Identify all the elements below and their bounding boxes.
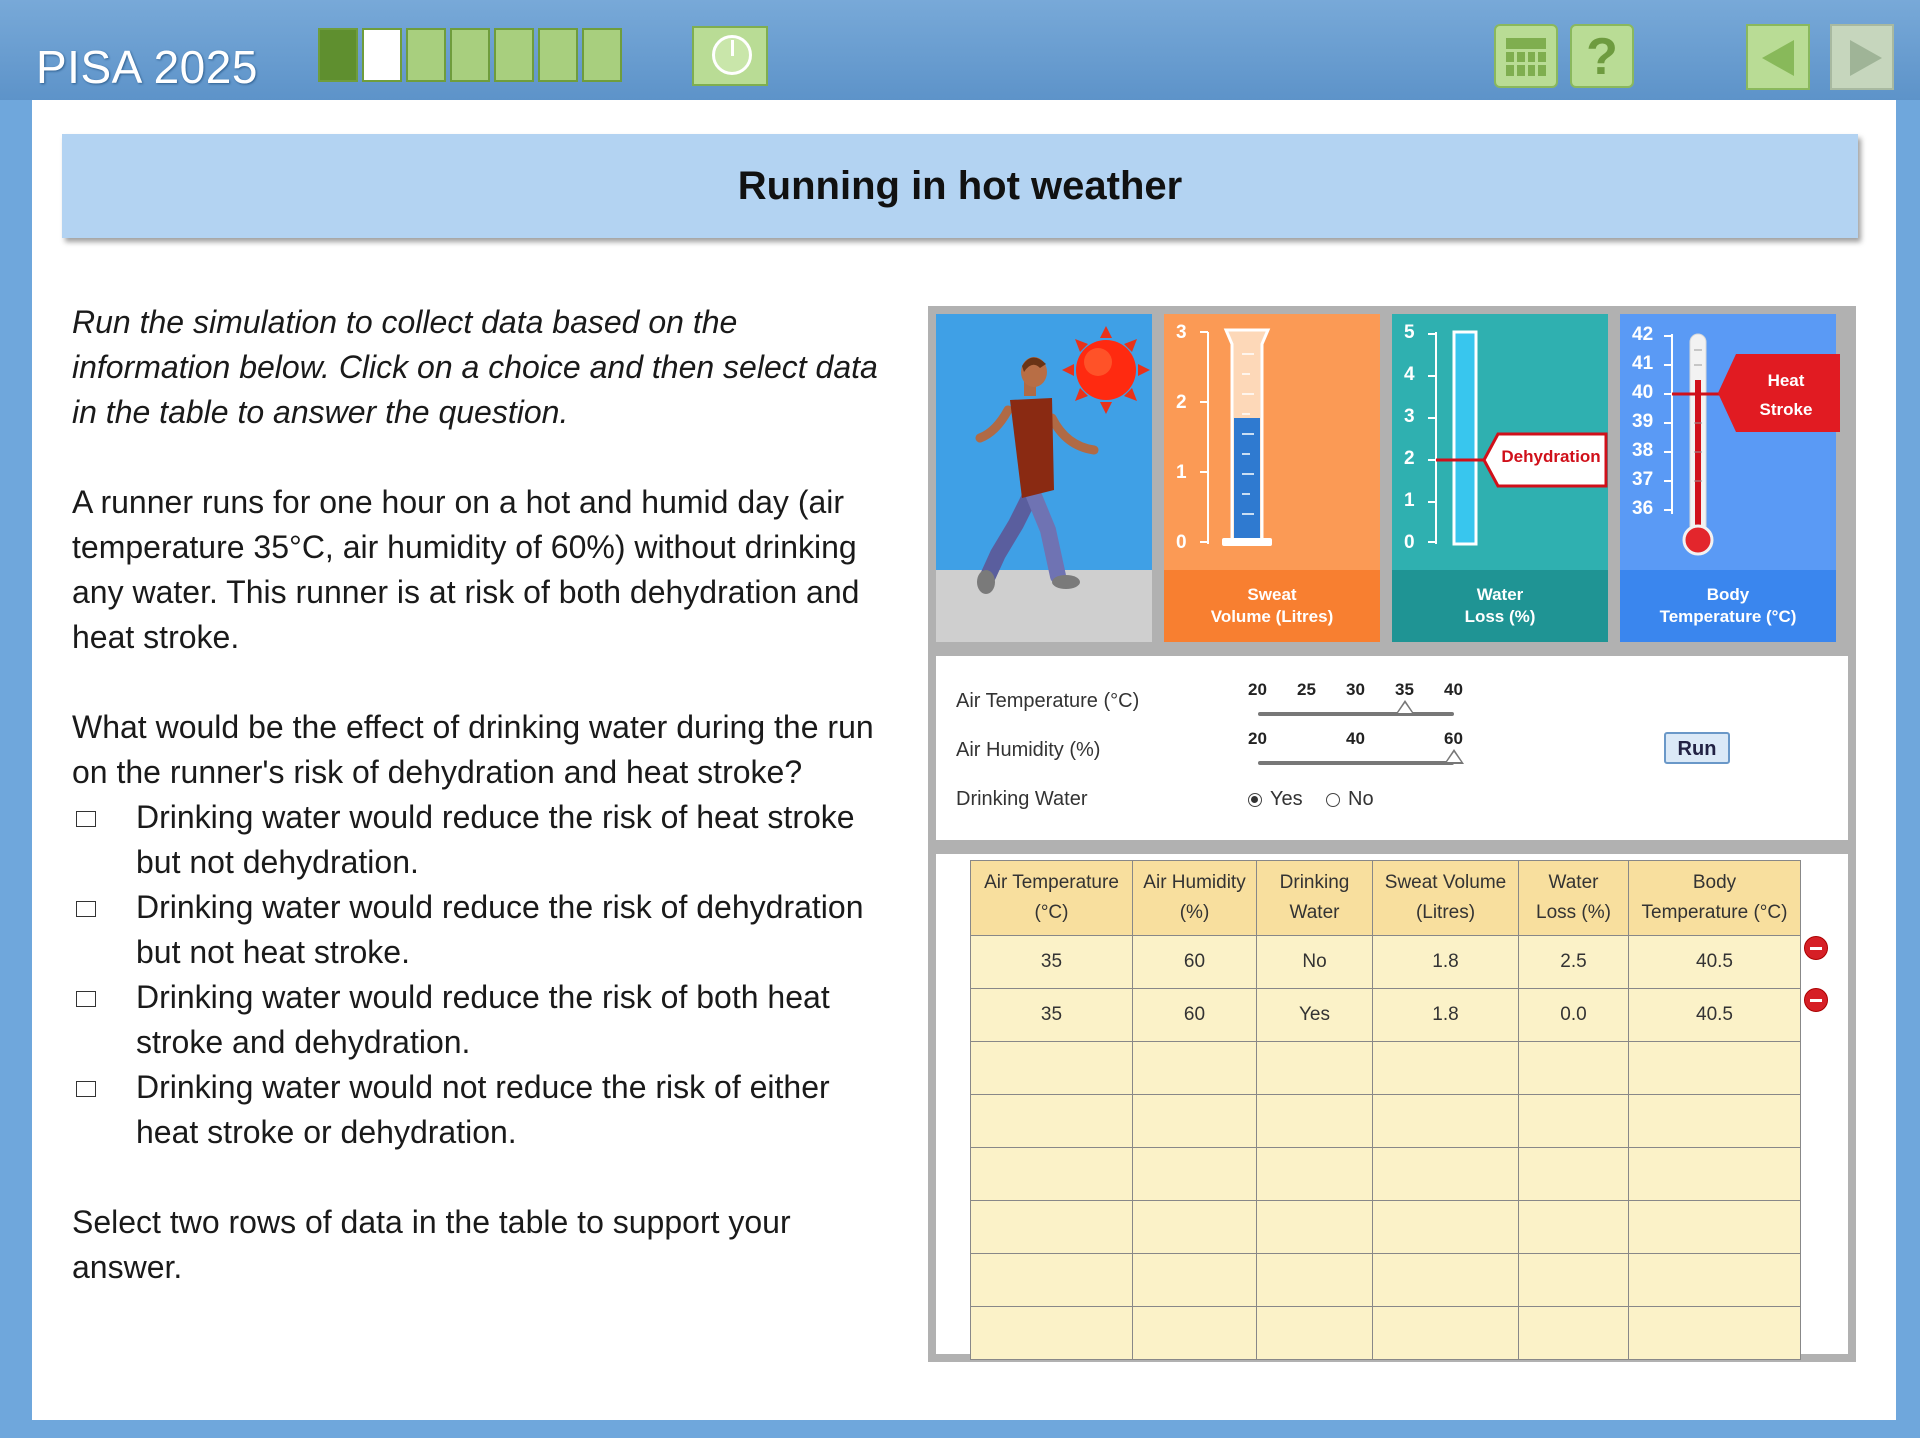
scale-label: 4 [1404, 364, 1415, 385]
air-humidity-label: Air Humidity (%) [956, 739, 1101, 761]
table-cell[interactable] [1519, 1148, 1629, 1201]
progress-segment [450, 28, 490, 82]
drinking-water-yes-radio[interactable]: Yes [1248, 788, 1303, 811]
scale-label: 0 [1404, 532, 1415, 553]
table-cell[interactable] [1519, 1201, 1629, 1254]
scale-label: 42 [1632, 324, 1654, 345]
column-header: Body Temperature (°C) [1629, 861, 1801, 936]
scale-label: 38 [1632, 440, 1654, 461]
title-bar [62, 134, 1858, 238]
table-cell[interactable] [971, 1042, 1133, 1095]
table-cell[interactable] [1257, 1148, 1373, 1201]
runner-figure [977, 357, 1094, 594]
simulation-controls [936, 656, 1848, 840]
data-table [970, 860, 1801, 1360]
instruction-text: Select two rows of data in the table to support your answer. [72, 1204, 791, 1285]
table-cell[interactable] [1257, 1307, 1373, 1360]
delete-row-icon[interactable] [1804, 988, 1828, 1012]
back-button[interactable] [1746, 24, 1810, 90]
timer-button[interactable] [692, 26, 768, 86]
content-panel [32, 100, 1896, 1420]
table-cell[interactable]: 60 [1133, 989, 1257, 1042]
data-table-area [936, 854, 1848, 1354]
scale-label: 2 [1404, 448, 1415, 469]
radio-selected-icon[interactable] [1248, 793, 1262, 807]
table-cell[interactable] [971, 1095, 1133, 1148]
table-cell[interactable] [1133, 1148, 1257, 1201]
delete-row-icon[interactable] [1804, 936, 1828, 960]
slider-tick-label: 40 [1444, 680, 1463, 699]
slider-tick-label: 20 [1248, 680, 1267, 699]
progress-segment [582, 28, 622, 82]
table-cell[interactable]: 1.8 [1373, 989, 1519, 1042]
clock-icon [712, 35, 752, 75]
air-temperature-slider[interactable] [1258, 712, 1454, 716]
table-cell[interactable] [1373, 1148, 1519, 1201]
table-cell[interactable] [1373, 1095, 1519, 1148]
table-cell[interactable] [1373, 1307, 1519, 1360]
thermometer-icon [1620, 314, 1836, 574]
answer-option-label: Drinking water would reduce the risk of dehydration but not heat stroke. [136, 889, 864, 970]
progress-segment [406, 28, 446, 82]
water-loss-caption: Water Loss (%) [1392, 570, 1608, 642]
scale-label: 3 [1176, 322, 1187, 343]
table-cell[interactable] [1133, 1307, 1257, 1360]
table-cell[interactable] [971, 1254, 1133, 1307]
drinking-water-label: Drinking Water [956, 788, 1088, 810]
table-cell[interactable] [1629, 1148, 1801, 1201]
scale-label: 1 [1176, 462, 1187, 483]
progress-indicator [318, 28, 626, 86]
table-cell[interactable]: Yes [1257, 989, 1373, 1042]
question-column [72, 300, 892, 1290]
table-row[interactable] [971, 1254, 1801, 1307]
column-header: Sweat Volume (Litres) [1373, 861, 1519, 936]
help-button[interactable] [1570, 24, 1634, 88]
slider-tick-label: 35 [1395, 680, 1414, 699]
scale-label: 41 [1632, 353, 1654, 374]
scale-label: 2 [1176, 392, 1187, 413]
radio-icon[interactable] [1326, 793, 1340, 807]
measuring-cylinder-icon [1164, 314, 1380, 574]
table-cell[interactable] [1373, 1254, 1519, 1307]
runner-scene [936, 314, 1152, 642]
heat-stroke-callout: Heat Stroke [1718, 354, 1840, 432]
help-icon: ? [1586, 28, 1618, 86]
sweat-gauge-tile [1164, 314, 1380, 642]
table-cell[interactable] [1373, 1042, 1519, 1095]
table-cell[interactable]: 1.8 [1373, 936, 1519, 989]
table-cell[interactable] [1133, 1201, 1257, 1254]
table-row[interactable] [971, 989, 1801, 1042]
column-header: Air Humidity (%) [1133, 861, 1257, 936]
table-cell[interactable] [1519, 1095, 1629, 1148]
table-cell[interactable] [1257, 1201, 1373, 1254]
slider-tick-label: 30 [1346, 680, 1365, 699]
progress-segment [318, 28, 358, 82]
page-title: Running in hot weather [737, 164, 1183, 208]
table-cell[interactable] [1629, 1201, 1801, 1254]
table-cell[interactable]: 35 [971, 936, 1133, 989]
table-cell[interactable] [1133, 1095, 1257, 1148]
table-cell[interactable] [1629, 1307, 1801, 1360]
sweat-gauge-caption: Sweat Volume (Litres) [1164, 570, 1380, 642]
table-cell[interactable] [1519, 1307, 1629, 1360]
slider-tick-label: 25 [1297, 680, 1316, 699]
body-temp-gauge-tile [1620, 314, 1836, 642]
table-cell[interactable]: 35 [971, 989, 1133, 1042]
table-cell[interactable] [1257, 1254, 1373, 1307]
dehydration-callout: Dehydration [1482, 432, 1610, 488]
body-temp-caption: Body Temperature (°C) [1620, 570, 1836, 642]
answer-option-label: Drinking water would reduce the risk of both heat stroke and dehydration. [136, 979, 830, 1060]
progress-segment [538, 28, 578, 82]
table-cell[interactable] [1519, 1254, 1629, 1307]
table-cell[interactable] [971, 1307, 1133, 1360]
answer-option[interactable] [72, 1065, 892, 1155]
answer-option[interactable] [72, 795, 892, 885]
table-cell[interactable] [1629, 1042, 1801, 1095]
answer-option-label: Drinking water would not reduce the risk of either heat stroke or dehydration. [136, 1069, 830, 1150]
table-cell[interactable] [1133, 1042, 1257, 1095]
table-cell[interactable] [1257, 1042, 1373, 1095]
checkbox[interactable] [76, 1081, 96, 1097]
scale-label: 40 [1632, 382, 1654, 403]
table-cell[interactable] [971, 1201, 1133, 1254]
forward-arrow-icon [1850, 40, 1882, 76]
water-loss-gauge-tile [1392, 314, 1608, 642]
back-arrow-icon [1762, 40, 1794, 76]
checkbox[interactable] [76, 991, 96, 1007]
scale-label: 39 [1632, 411, 1654, 432]
answer-option-label: Drinking water would reduce the risk of heat stroke but not dehydration. [136, 799, 855, 880]
slider-tick-label: 60 [1444, 729, 1463, 748]
scale-label: 3 [1404, 406, 1415, 427]
calculator-icon [1506, 38, 1546, 76]
checkbox[interactable] [76, 901, 96, 917]
table-cell[interactable]: 2.5 [1519, 936, 1629, 989]
run-button[interactable]: Run [1664, 732, 1730, 764]
drinking-water-no-radio[interactable]: No [1326, 788, 1374, 811]
progress-segment [494, 28, 534, 82]
table-row[interactable] [971, 936, 1801, 989]
scale-label: 37 [1632, 469, 1654, 490]
slider-tick-label: 40 [1346, 729, 1365, 748]
table-row[interactable] [971, 1095, 1801, 1148]
table-cell[interactable] [1519, 1042, 1629, 1095]
air-humidity-slider-thumb[interactable] [1444, 749, 1464, 764]
runner-illustration [936, 314, 1152, 642]
progress-segment [362, 28, 402, 82]
question-text: What would be the effect of drinking water during the run on the runner's risk of dehydration and heat stroke? [72, 709, 874, 790]
table-header-row [971, 861, 1801, 936]
app-title: PISA 2025 [36, 41, 258, 93]
checkbox[interactable] [76, 811, 96, 827]
table-cell[interactable] [1257, 1095, 1373, 1148]
column-header: Air Temperature (°C) [971, 861, 1133, 936]
column-header: Drinking Water [1257, 861, 1373, 936]
table-cell[interactable] [1133, 1254, 1257, 1307]
table-cell[interactable]: 60 [1133, 936, 1257, 989]
table-cell[interactable]: 40.5 [1629, 989, 1801, 1042]
table-row[interactable] [971, 1042, 1801, 1095]
scale-label: 0 [1176, 532, 1187, 553]
scale-label: 36 [1632, 498, 1654, 519]
column-header: Water Loss (%) [1519, 861, 1629, 936]
answer-option[interactable] [72, 975, 892, 1065]
forward-button[interactable] [1830, 24, 1894, 90]
air-humidity-slider[interactable] [1258, 761, 1454, 765]
simulation-panel [928, 306, 1856, 1362]
table-cell[interactable] [1373, 1201, 1519, 1254]
table-cell[interactable] [971, 1148, 1133, 1201]
sun-icon [1062, 326, 1150, 414]
calculator-button[interactable] [1494, 24, 1558, 88]
answer-option[interactable] [72, 885, 892, 975]
air-temperature-label: Air Temperature (°C) [956, 690, 1140, 712]
table-cell[interactable] [1629, 1254, 1801, 1307]
table-cell[interactable] [1629, 1095, 1801, 1148]
intro-text: Run the simulation to collect data based on the information below. Click on a choice and then select data in the table to answer the question. [72, 304, 878, 430]
table-cell[interactable]: 0.0 [1519, 989, 1629, 1042]
slider-tick-label: 20 [1248, 729, 1267, 748]
scale-label: 5 [1404, 322, 1415, 343]
air-temperature-slider-thumb[interactable] [1395, 700, 1415, 715]
scale-label: 1 [1404, 490, 1415, 511]
answer-options [72, 795, 892, 1155]
table-row[interactable] [971, 1201, 1801, 1254]
table-row[interactable] [971, 1307, 1801, 1360]
top-bar [0, 0, 1920, 100]
scenario-text: A runner runs for one hour on a hot and humid day (air temperature 35°C, air humidity of 60%) without drinking any water. This runner is at risk of both dehydration and heat stroke. [72, 484, 860, 655]
table-row[interactable] [971, 1148, 1801, 1201]
table-cell[interactable]: 40.5 [1629, 936, 1801, 989]
table-cell[interactable]: No [1257, 936, 1373, 989]
